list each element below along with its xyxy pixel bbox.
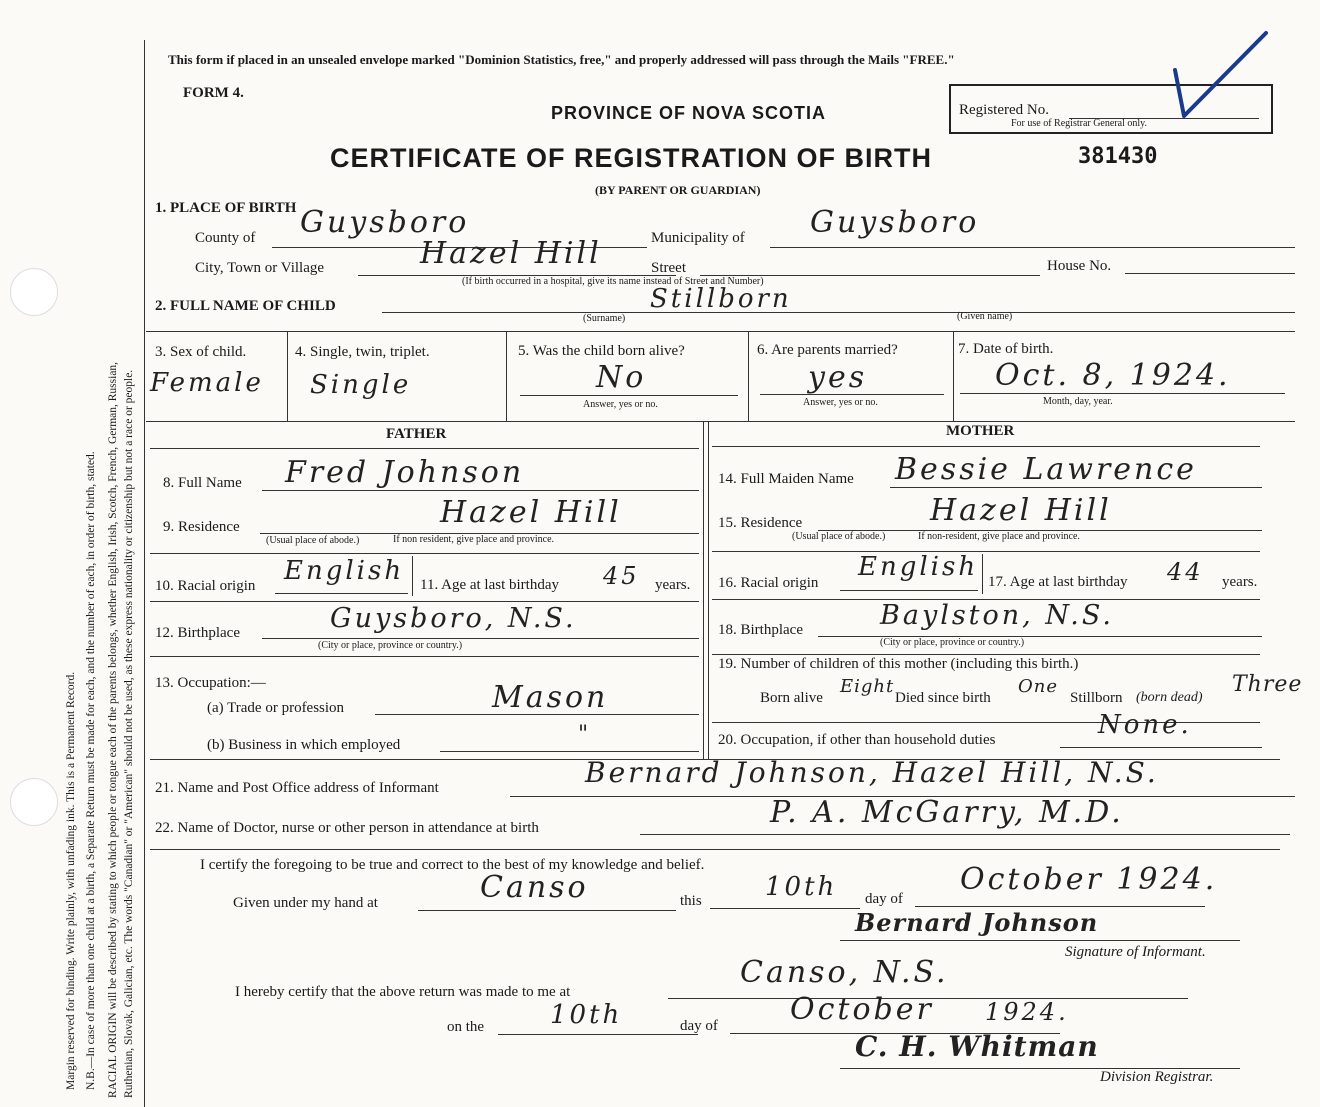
father-city-note: (City or place, province or country.) bbox=[318, 640, 463, 651]
father-name-label: 8. Full Name bbox=[163, 475, 242, 491]
father-residence-value: Hazel Hill bbox=[440, 495, 622, 530]
parents-married-label: 6. Are parents married? bbox=[757, 342, 898, 358]
given-at-value: Canso bbox=[480, 870, 589, 905]
sex-value: Female bbox=[150, 368, 264, 398]
mother-name-value: Bessie Lawrence bbox=[895, 452, 1197, 487]
father-racial-label: 10. Racial origin bbox=[155, 578, 256, 594]
father-nonresident-note: If non resident, give place and province. bbox=[393, 534, 555, 545]
form-number: FORM 4. bbox=[183, 85, 244, 101]
born-alive-count-value: Eight bbox=[840, 676, 895, 697]
city-value: Hazel Hill bbox=[420, 236, 602, 271]
born-alive-count-label: Born alive bbox=[760, 690, 823, 706]
died-since-birth-value: One bbox=[1018, 676, 1059, 697]
father-age-label: 11. Age at last birthday bbox=[420, 577, 559, 593]
margin-note-racial-origin-cont: Ruthenian, Slovak, Galician, etc. The words "Canadian" or "American" should not be used, as these express nationality or citizenship but not a race or people. bbox=[123, 369, 135, 1098]
mother-years-label: years. bbox=[1222, 574, 1258, 590]
binding-hole-bottom bbox=[10, 778, 58, 826]
plurality-label: 4. Single, twin, triplet. bbox=[295, 344, 430, 360]
registrar-place-value: Canso, N.S. bbox=[740, 955, 949, 990]
registrar-year-value: 1924. bbox=[985, 998, 1069, 1026]
surname-note: (Surname) bbox=[583, 313, 626, 324]
informant-signature: Bernard Johnson bbox=[855, 908, 1099, 937]
sex-label: 3. Sex of child. bbox=[155, 344, 247, 360]
street-label: Street bbox=[651, 260, 686, 276]
this-label: this bbox=[680, 893, 702, 909]
mother-residence-value: Hazel Hill bbox=[930, 493, 1112, 528]
registrar-month-value: October bbox=[790, 992, 934, 1027]
county-label: County of bbox=[195, 230, 256, 246]
province-heading: PROVINCE OF NOVA SCOTIA bbox=[551, 103, 827, 123]
street-note: (If birth occurred in a hospital, give its name instead of Street and Number) bbox=[462, 276, 764, 287]
given-at-label: Given under my hand at bbox=[233, 895, 378, 911]
mother-name-label: 14. Full Maiden Name bbox=[718, 471, 854, 487]
mother-age-value: 44 bbox=[1167, 558, 1204, 586]
city-label: City, Town or Village bbox=[195, 260, 325, 276]
given-dayof-label: day of bbox=[865, 891, 903, 907]
father-residence-label: 9. Residence bbox=[163, 519, 240, 535]
house-number-label: House No. bbox=[1047, 258, 1112, 274]
doctor-value: P. A. McGarry, M.D. bbox=[770, 795, 1124, 830]
margin-note-racial-origin: RACIAL ORIGIN will be described by stating to which people or tongue each of the parents belongs, whether English, Irish, Scotch, French, German, Russian, bbox=[107, 361, 119, 1098]
certify-statement: I certify the foregoing to be true and correct to the best of my knowledge and belief. bbox=[200, 857, 705, 873]
division-registrar-label: Division Registrar. bbox=[1100, 1069, 1214, 1085]
margin-note-multiple-births: N.B.—In case of more than one child at a birth, a Separate Return must be made for each, and the number of each, in order of birth, stated. bbox=[85, 451, 97, 1090]
died-since-birth-label: Died since birth bbox=[895, 690, 991, 706]
born-alive-value: No bbox=[596, 360, 647, 395]
parents-married-note: Answer, yes or no. bbox=[803, 397, 878, 408]
father-birthplace-value: Guysboro, N.S. bbox=[330, 603, 577, 634]
plurality-value: Single bbox=[310, 370, 412, 400]
check-mark-icon bbox=[1170, 28, 1270, 123]
registrar-dayof-label: day of bbox=[680, 1018, 718, 1034]
mother-birthplace-label: 18. Birthplace bbox=[718, 622, 803, 638]
informant-label: 21. Name and Post Office address of Informant bbox=[155, 780, 439, 796]
margin-note-binding: Margin reserved for binding. Write plainly, with unfading ink. This is a Permanent Record. bbox=[65, 671, 77, 1090]
father-trade-value: Mason bbox=[492, 680, 609, 715]
mother-abode-note: (Usual place of abode.) bbox=[792, 531, 886, 542]
born-alive-label: 5. Was the child born alive? bbox=[518, 343, 685, 359]
father-name-value: Fred Johnson bbox=[285, 455, 525, 490]
doctor-label: 22. Name of Doctor, nurse or other person in attendance at birth bbox=[155, 820, 539, 836]
father-age-value: 45 bbox=[603, 562, 640, 590]
mother-racial-label: 16. Racial origin bbox=[718, 575, 819, 591]
mother-occupation-value: None. bbox=[1098, 710, 1192, 740]
place-of-birth-label: 1. PLACE OF BIRTH bbox=[155, 200, 297, 216]
child-name-label: 2. FULL NAME OF CHILD bbox=[155, 298, 336, 314]
father-business-label: (b) Business in which employed bbox=[207, 737, 401, 753]
born-alive-note: Answer, yes or no. bbox=[583, 399, 658, 410]
stillborn-note: (born dead) bbox=[1136, 690, 1203, 705]
mother-residence-label: 15. Residence bbox=[718, 515, 803, 531]
date-of-birth-label: 7. Date of birth. bbox=[958, 341, 1054, 357]
certificate-title: CERTIFICATE OF REGISTRATION OF BIRTH bbox=[330, 143, 932, 173]
registrar-day-value: 10th bbox=[550, 1000, 623, 1030]
registrar-statement: I hereby certify that the above return was made to me at bbox=[235, 984, 571, 1000]
mother-racial-value: English bbox=[858, 552, 979, 582]
county-value: Guysboro bbox=[300, 205, 470, 240]
informant-signature-label: Signature of Informant. bbox=[1065, 944, 1206, 960]
mother-birthplace-value: Baylston, N.S. bbox=[880, 600, 1114, 631]
certificate-subtitle: (BY PARENT OR GUARDIAN) bbox=[595, 183, 761, 197]
father-years-label: years. bbox=[655, 577, 691, 593]
stillborn-count-label: Stillborn bbox=[1070, 690, 1123, 706]
father-heading: FATHER bbox=[386, 426, 447, 442]
binding-hole-top bbox=[10, 268, 58, 316]
mother-occupation-label: 20. Occupation, if other than household duties bbox=[718, 732, 996, 748]
registered-number-label: Registered No. bbox=[959, 102, 1049, 118]
municipality-label: Municipality of bbox=[651, 230, 745, 246]
registrar-only-note: For use of Registrar General only. bbox=[1011, 118, 1147, 129]
informant-value: Bernard Johnson, Hazel Hill, N.S. bbox=[585, 756, 1159, 789]
certificate-number: 381430 bbox=[1078, 144, 1158, 169]
father-occupation-label: 13. Occupation:— bbox=[155, 675, 266, 691]
given-month-year-value: October 1924. bbox=[960, 862, 1218, 897]
stillborn-count-value: Three bbox=[1232, 672, 1303, 697]
registrar-signature: C. H. Whitman bbox=[855, 1030, 1099, 1063]
mother-children-label: 19. Number of children of this mother (including this birth.) bbox=[718, 656, 1079, 672]
father-business-value: " bbox=[578, 722, 592, 747]
registrar-on-label: on the bbox=[447, 1019, 485, 1035]
given-day-value: 10th bbox=[765, 872, 838, 902]
mother-nonresident-note: If non-resident, give place and province. bbox=[918, 531, 1080, 542]
given-name-note: (Given name) bbox=[957, 311, 1013, 322]
father-abode-note: (Usual place of abode.) bbox=[266, 535, 360, 546]
mother-city-note: (City or place, province or country.) bbox=[880, 637, 1025, 648]
postal-notice: This form if placed in an unsealed envelope marked "Dominion Statistics, free," and properly addressed will pass through the Mails "FREE." bbox=[168, 52, 955, 67]
child-name-value: Stillborn bbox=[650, 284, 792, 314]
municipality-value: Guysboro bbox=[810, 205, 980, 240]
parents-married-value: yes bbox=[808, 360, 868, 395]
father-trade-label: (a) Trade or profession bbox=[207, 700, 345, 716]
date-of-birth-note: Month, day, year. bbox=[1043, 396, 1113, 407]
date-of-birth-value: Oct. 8, 1924. bbox=[995, 358, 1231, 393]
father-birthplace-label: 12. Birthplace bbox=[155, 625, 240, 641]
mother-heading: MOTHER bbox=[946, 423, 1015, 439]
father-racial-value: English bbox=[284, 556, 405, 586]
margin-border bbox=[144, 40, 145, 1107]
mother-age-label: 17. Age at last birthday bbox=[988, 574, 1128, 590]
